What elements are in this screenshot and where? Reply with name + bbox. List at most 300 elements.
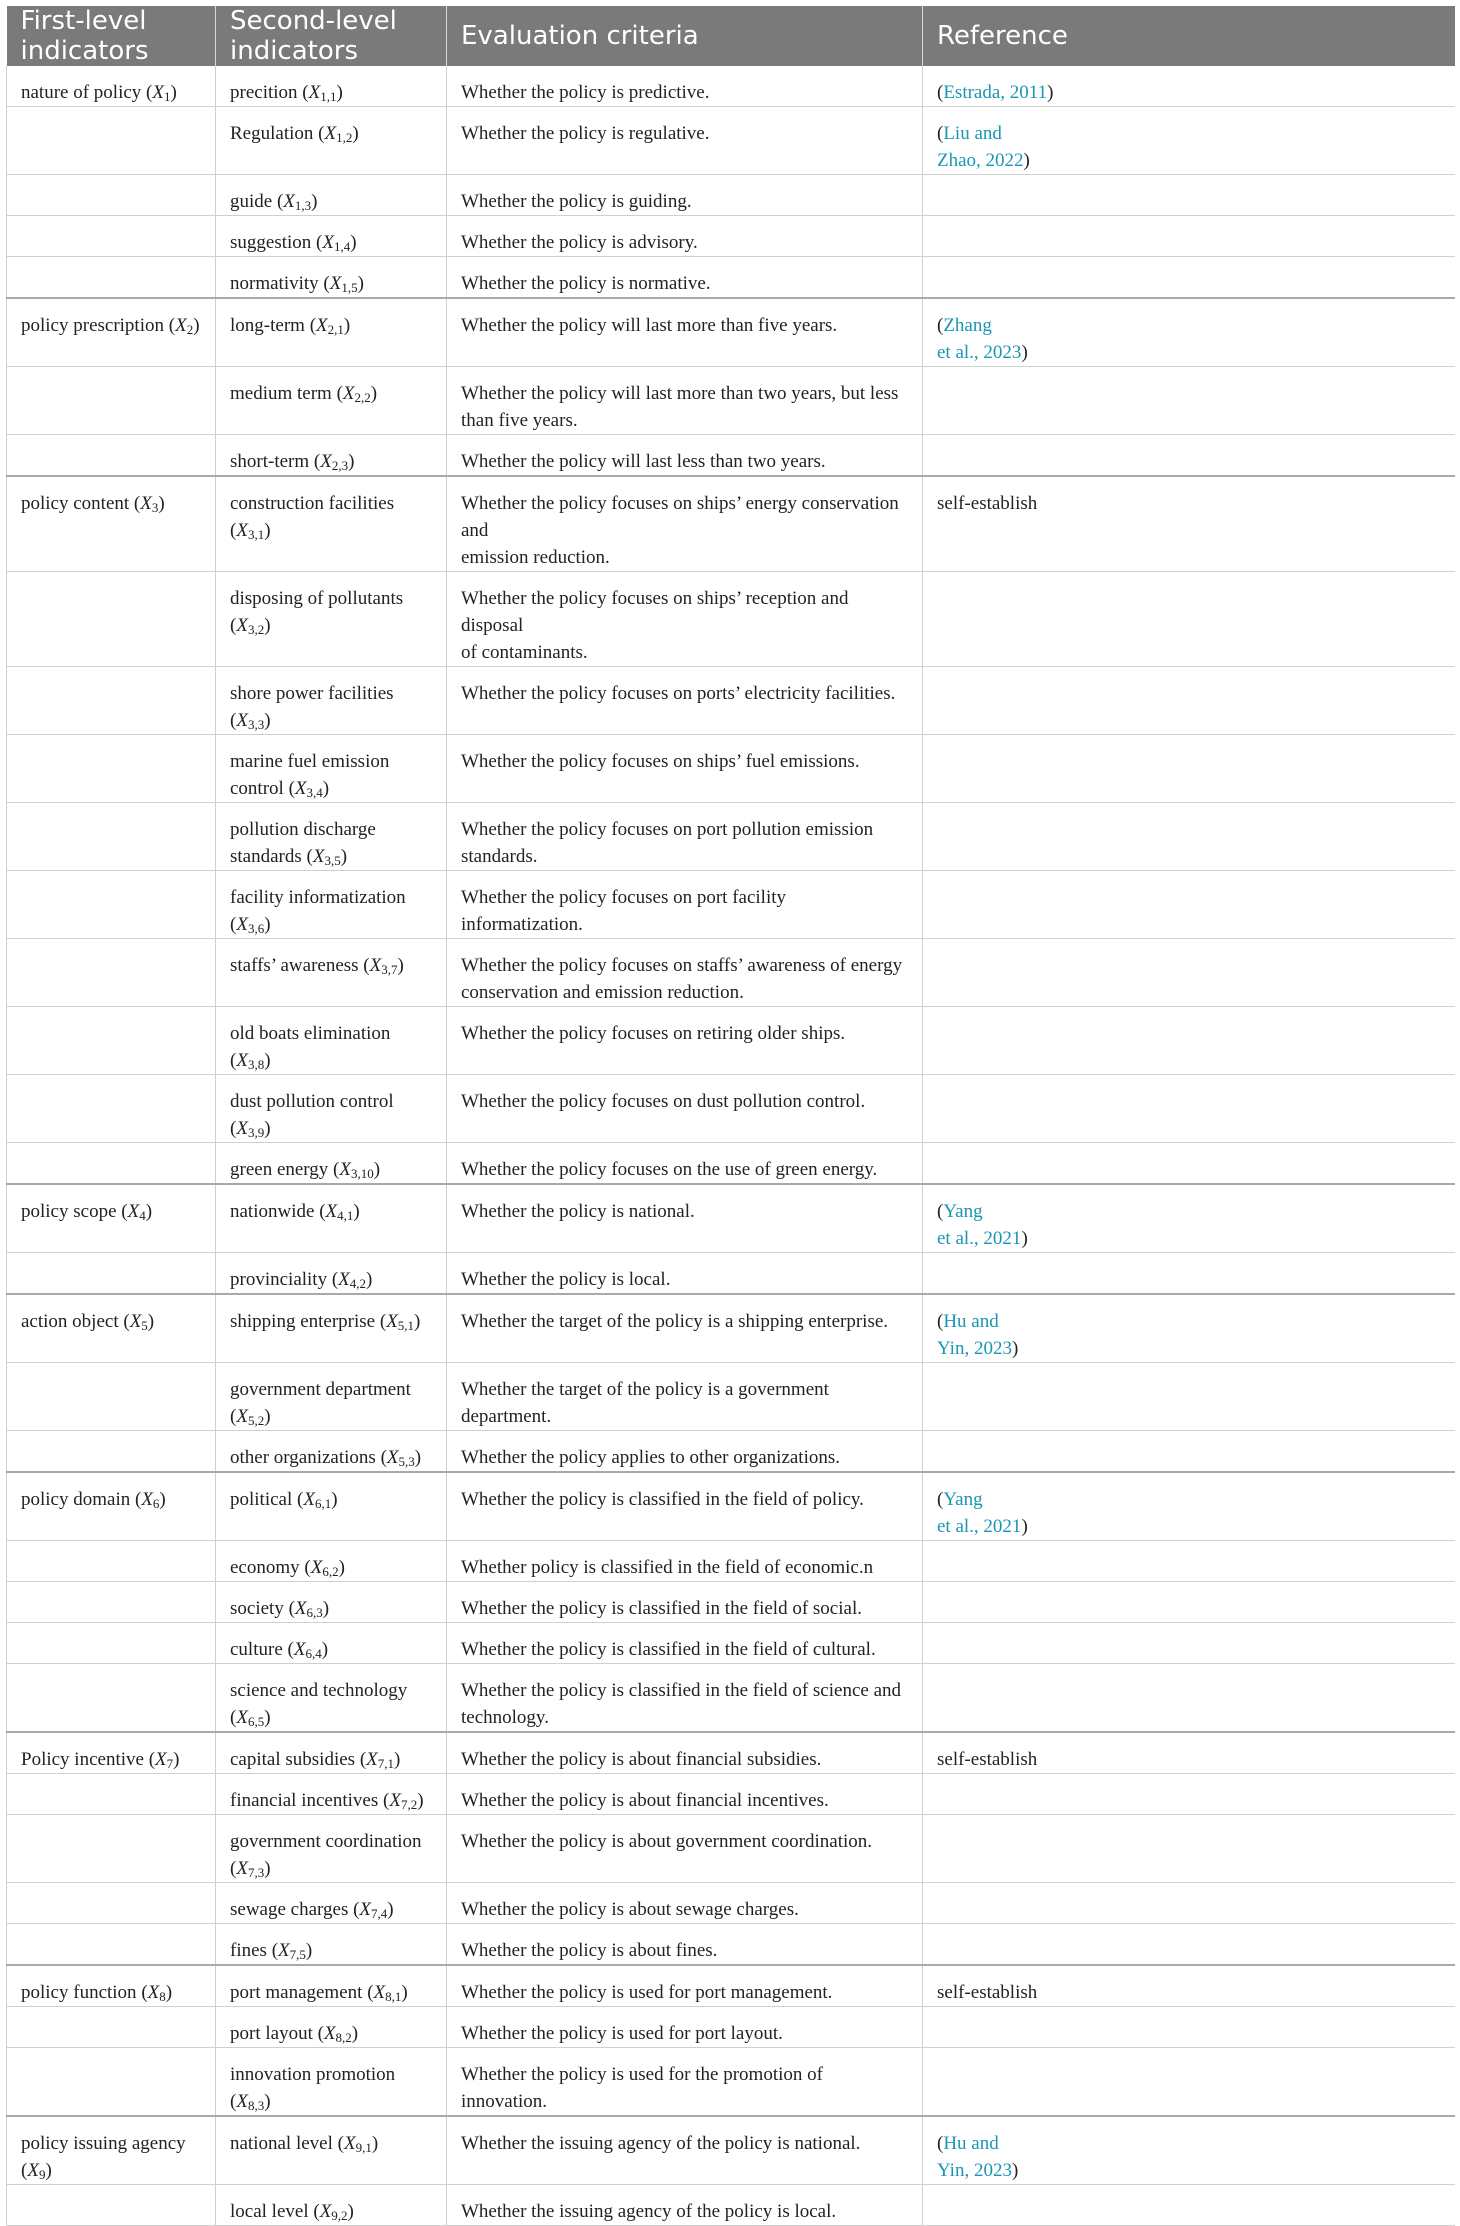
second-level-label: guide (230, 191, 273, 212)
cell-second-level: government department $(X_{5,2})$ (216, 1363, 447, 1431)
cell-reference (923, 1431, 1455, 1473)
cell-second-level: other organizations $(X_{5,3})$ (216, 1431, 447, 1473)
cell-second-level: science and technology $(X_{6,5})$ (216, 1664, 447, 1733)
cell-evaluation-criteria (447, 1732, 923, 1774)
cell-reference (923, 1883, 1455, 1924)
second-level-label: economy (230, 1557, 300, 1578)
variable-symbol: $X_{6,5}$ (236, 1707, 265, 1729)
first-level-label: nature of policy (21, 82, 142, 103)
criteria-text: Whether the policy will last more than two years, but less than five years. (461, 383, 899, 431)
second-level-label: national level (230, 2133, 333, 2154)
cell-second-level: staffs’ awareness $(X_{3,7})$ (216, 939, 447, 1007)
variable-symbol: $X_{6,1}$ (303, 1489, 332, 1511)
cell-evaluation-criteria (447, 667, 923, 735)
second-level-label: old boats elimination (230, 1023, 391, 1044)
variable-subscript: 8,2 (335, 2030, 352, 2045)
cell-evaluation-criteria (447, 1294, 923, 1363)
cell-first-level: policy domain $(X_6)$ (7, 1472, 216, 1541)
citation: (Liu and Zhao, 2022) (937, 123, 1030, 171)
cell-first-level (7, 871, 216, 939)
variable-subscript: 3,10 (350, 1166, 374, 1181)
cell-reference (923, 1541, 1455, 1582)
variable-subscript: 5,1 (397, 1318, 415, 1333)
cell-reference (923, 1732, 1455, 1774)
criteria-text: Whether the issuing agency of the policy is local. (461, 2201, 837, 2222)
citation-link[interactable]: Hu and Yin, 2023 (937, 1311, 1012, 1359)
header-reference: Reference (923, 6, 1455, 66)
first-level-label: policy issuing agency (21, 2133, 186, 2154)
second-level-label: society (230, 1598, 284, 1619)
criteria-text: Whether the issuing agency of the policy is national. (461, 2133, 861, 2154)
criteria-text: Whether the policy is used for port management. (461, 1982, 833, 2003)
table-row (7, 1774, 1455, 1815)
cell-second-level: port layout $(X_{8,2})$ (216, 2007, 447, 2048)
variable-symbol: $X_3$ (140, 493, 159, 515)
citation: (Zhang et al., 2023) (937, 315, 1028, 363)
criteria-text: Whether the policy will last more than five years. (461, 315, 838, 336)
cell-reference (923, 1623, 1455, 1664)
criteria-text: Whether the policy focuses on ships’ energy conservation and emission reduction. (461, 493, 899, 568)
cell-first-level (7, 1664, 216, 1733)
second-level-label: facility informatization (230, 887, 406, 908)
cell-second-level: dust pollution control $(X_{3,9})$ (216, 1075, 447, 1143)
cell-first-level: action object $(X_5)$ (7, 1294, 216, 1363)
criteria-text: Whether policy is classified in the field of economic.n (461, 1557, 874, 1578)
cell-reference (923, 435, 1455, 477)
cell-reference (923, 476, 1455, 572)
second-level-label: financial incentives (230, 1790, 379, 1811)
cell-first-level (7, 939, 216, 1007)
second-level-label: other organizations (230, 1447, 376, 1468)
table-row (7, 667, 1455, 735)
second-level-label: political (230, 1489, 293, 1510)
cell-first-level: Policy incentive $(X_7)$ (7, 1732, 216, 1774)
variable-subscript: 4,2 (349, 1276, 367, 1291)
first-level-label: policy function (21, 1982, 137, 2003)
cell-first-level (7, 1541, 216, 1582)
second-level-label: fines (230, 1940, 267, 1961)
cell-evaluation-criteria (447, 2007, 923, 2048)
second-level-label: green energy (230, 1159, 329, 1180)
header-second-level: Second-level indicators (216, 6, 447, 66)
variable-symbol: $X_{5,2}$ (236, 1406, 265, 1428)
cell-evaluation-criteria (447, 107, 923, 175)
variable-symbol: $X_{8,2}$ (323, 2023, 352, 2045)
cell-evaluation-criteria (447, 1774, 923, 1815)
second-level-label: local level (230, 2201, 309, 2222)
cell-evaluation-criteria (447, 1623, 923, 1664)
variable-symbol: $X_4$ (127, 1201, 146, 1223)
variable-symbol: $X_{1,4}$ (322, 232, 351, 254)
table-row (7, 476, 1455, 572)
cell-reference (923, 1815, 1455, 1883)
variable-subscript: 6,4 (305, 1646, 322, 1661)
cell-evaluation-criteria (447, 1582, 923, 1623)
criteria-text: Whether the policy is about financial incentives. (461, 1790, 829, 1811)
table-row (7, 1184, 1455, 1253)
criteria-text: Whether the policy is about fines. (461, 1940, 718, 1961)
variable-subscript: 1,5 (341, 280, 358, 295)
criteria-text: Whether the policy focuses on dust pollution control. (461, 1091, 866, 1112)
cell-reference (923, 175, 1455, 216)
criteria-text: Whether the target of the policy is a shipping enterprise. (461, 1311, 889, 1332)
criteria-text: Whether the policy focuses on ships’ fuel emissions. (461, 751, 860, 772)
cell-reference (923, 1472, 1455, 1541)
table-row (7, 66, 1455, 107)
cell-second-level: marine fuel emission control $(X_{3,4})$ (216, 735, 447, 803)
cell-evaluation-criteria (447, 1883, 923, 1924)
cell-first-level (7, 1143, 216, 1185)
variable-symbol: $X_{3,10}$ (339, 1159, 374, 1181)
variable-symbol: $X_{6,2}$ (310, 1557, 339, 1579)
table-row (7, 1664, 1455, 1733)
cell-reference (923, 2007, 1455, 2048)
cell-first-level (7, 1075, 216, 1143)
cell-first-level (7, 2007, 216, 2048)
table-row (7, 1143, 1455, 1185)
variable-subscript: 7,2 (400, 1797, 418, 1812)
citation-link[interactable]: Estrada, 2011 (943, 82, 1048, 103)
variable-subscript: 9,1 (355, 2140, 372, 2155)
table-row (7, 298, 1455, 367)
citation-link[interactable]: Hu and Yin, 2023 (937, 2133, 1012, 2181)
variable-symbol: $X_{4,2}$ (338, 1269, 367, 1291)
cell-evaluation-criteria (447, 298, 923, 367)
variable-symbol: $X_{7,3}$ (236, 1858, 265, 1880)
variable-symbol: $X_{8,3}$ (236, 2091, 265, 2113)
cell-first-level: policy prescription $(X_2)$ (7, 298, 216, 367)
second-level-label: medium term (230, 383, 332, 404)
variable-symbol: $X_{3,5}$ (312, 846, 341, 868)
second-level-label: pollution discharge standards (230, 819, 376, 867)
variable-subscript: 5,2 (247, 1413, 265, 1428)
criteria-text: Whether the policy focuses on ships’ reception and disposal of contaminants. (461, 588, 849, 663)
variable-symbol: $X_{3,4}$ (294, 778, 323, 800)
variable-subscript: 8 (159, 1989, 166, 2004)
variable-subscript: 3,6 (247, 921, 265, 936)
second-level-label: sewage charges (230, 1899, 349, 1920)
table-row (7, 1294, 1455, 1363)
second-level-label: dust pollution control (230, 1091, 394, 1112)
cell-evaluation-criteria (447, 1363, 923, 1431)
criteria-text: Whether the policy focuses on ports’ electricity facilities. (461, 683, 896, 704)
cell-reference (923, 216, 1455, 257)
second-level-label: science and technology (230, 1680, 408, 1701)
citation-link[interactable]: Zhang et al., 2023 (937, 315, 1022, 363)
cell-evaluation-criteria (447, 435, 923, 477)
cell-second-level: pollution discharge standards $(X_{3,5})$ (216, 803, 447, 871)
variable-symbol: $X_{7,2}$ (389, 1790, 418, 1812)
variable-subscript: 1,4 (333, 239, 351, 254)
second-level-label: precition (230, 82, 298, 103)
table-row (7, 435, 1455, 477)
variable-symbol: $X_{3,7}$ (369, 955, 398, 977)
cell-reference (923, 871, 1455, 939)
variable-subscript: 3,5 (324, 853, 341, 868)
second-level-label: suggestion (230, 232, 312, 253)
cell-first-level (7, 2185, 216, 2226)
cell-first-level (7, 1815, 216, 1883)
criteria-text: Whether the policy focuses on port pollution emission standards. (461, 819, 874, 867)
table-row (7, 1007, 1455, 1075)
table-body (7, 66, 1455, 2226)
cell-second-level: local level $(X_{9,2})$ (216, 2185, 447, 2226)
variable-subscript: 7,1 (377, 1756, 394, 1771)
citation-link[interactable]: Liu and Zhao, 2022 (937, 123, 1024, 171)
variable-symbol: $X_2$ (175, 315, 194, 337)
cell-reference (923, 107, 1455, 175)
variable-subscript: 7,3 (247, 1865, 265, 1880)
variable-subscript: 1,1 (320, 89, 337, 104)
cell-second-level: national level $(X_{9,1})$ (216, 2116, 447, 2185)
cell-evaluation-criteria (447, 1143, 923, 1185)
variable-symbol: $X_{2,1}$ (316, 315, 344, 337)
cell-first-level (7, 1623, 216, 1664)
citation: (Estrada, 2011) (937, 82, 1054, 103)
variable-symbol: $X_{4,1}$ (325, 1201, 354, 1223)
second-level-label: provinciality (230, 1269, 328, 1290)
variable-subscript: 6,2 (322, 1564, 339, 1579)
criteria-text: Whether the policy is used for port layout. (461, 2023, 783, 2044)
table-row (7, 871, 1455, 939)
variable-symbol: $X_{6,3}$ (294, 1598, 323, 1620)
cell-reference (923, 1253, 1455, 1295)
cell-evaluation-criteria (447, 2116, 923, 2185)
cell-first-level (7, 1007, 216, 1075)
cell-evaluation-criteria (447, 1965, 923, 2007)
criteria-text: Whether the policy focuses on retiring older ships. (461, 1023, 846, 1044)
second-level-label: capital subsidies (230, 1749, 356, 1770)
cell-evaluation-criteria (447, 175, 923, 216)
table-row (7, 2007, 1455, 2048)
table-row (7, 1363, 1455, 1431)
table-row (7, 939, 1455, 1007)
cell-second-level: construction facilities $(X_{3,1})$ (216, 476, 447, 572)
criteria-text: Whether the policy focuses on port facility informatization. (461, 887, 787, 935)
cell-reference (923, 1774, 1455, 1815)
cell-evaluation-criteria (447, 1472, 923, 1541)
criteria-text: Whether the target of the policy is a government department. (461, 1379, 829, 1427)
cell-second-level: suggestion $(X_{1,4})$ (216, 216, 447, 257)
citation: (Hu and Yin, 2023) (937, 1311, 1019, 1359)
criteria-text: Whether the policy is normative. (461, 273, 711, 294)
variable-symbol: $X_{1,5}$ (329, 273, 358, 295)
second-level-label: government coordination (230, 1831, 422, 1852)
table-row (7, 1253, 1455, 1295)
table-row (7, 2116, 1455, 2185)
cell-first-level (7, 667, 216, 735)
cell-evaluation-criteria (447, 2185, 923, 2226)
cell-reference (923, 1664, 1455, 1733)
criteria-text: Whether the policy is classified in the field of science and technology. (461, 1680, 902, 1728)
variable-subscript: 3,1 (247, 527, 265, 542)
variable-subscript: 1,2 (336, 130, 353, 145)
criteria-text: Whether the policy is classified in the field of cultural. (461, 1639, 876, 1660)
cell-first-level (7, 735, 216, 803)
cell-first-level (7, 1774, 216, 1815)
cell-reference (923, 298, 1455, 367)
criteria-text: Whether the policy is national. (461, 1201, 695, 1222)
cell-evaluation-criteria (447, 1431, 923, 1473)
table-row (7, 1924, 1455, 1966)
cell-evaluation-criteria (447, 2048, 923, 2117)
cell-second-level: disposing of pollutants $(X_{3,2})$ (216, 572, 447, 667)
first-level-label: policy scope (21, 1201, 117, 1222)
cell-evaluation-criteria (447, 216, 923, 257)
cell-reference (923, 1075, 1455, 1143)
cell-second-level: sewage charges $(X_{7,4})$ (216, 1883, 447, 1924)
table-row (7, 1582, 1455, 1623)
header-evaluation-criteria: Evaluation criteria (447, 6, 923, 66)
table-row (7, 803, 1455, 871)
cell-second-level: port management $(X_{8,1})$ (216, 1965, 447, 2007)
cell-second-level: nationwide $(X_{4,1})$ (216, 1184, 447, 1253)
cell-evaluation-criteria (447, 1075, 923, 1143)
cell-reference (923, 1582, 1455, 1623)
criteria-text: Whether the policy focuses on the use of green energy. (461, 1159, 878, 1180)
reference-text: self-establish (937, 1982, 1038, 2003)
criteria-text: Whether the policy is guiding. (461, 191, 692, 212)
table-row (7, 572, 1455, 667)
variable-subscript: 9 (38, 2167, 46, 2182)
variable-subscript: 6 (152, 1496, 160, 1511)
cell-second-level: old boats elimination $(X_{3,8})$ (216, 1007, 447, 1075)
criteria-text: Whether the policy applies to other organizations. (461, 1447, 841, 1468)
criteria-text: Whether the policy is classified in the field of social. (461, 1598, 862, 1619)
first-level-label: policy domain (21, 1489, 131, 1510)
cell-second-level: precition $(X_{1,1})$ (216, 66, 447, 107)
second-level-label: long-term (230, 315, 305, 336)
variable-symbol: $X_{7,4}$ (359, 1899, 388, 1921)
cell-reference (923, 803, 1455, 871)
table-row (7, 107, 1455, 175)
second-level-label: culture (230, 1639, 283, 1660)
first-level-label: policy prescription (21, 315, 164, 336)
cell-reference (923, 257, 1455, 299)
cell-evaluation-criteria (447, 803, 923, 871)
variable-symbol: $X_{3,8}$ (236, 1050, 265, 1072)
variable-subscript: 6,3 (306, 1605, 323, 1620)
second-level-label: construction facilities (230, 493, 395, 514)
variable-subscript: 2,1 (327, 322, 344, 337)
citation-link[interactable]: Yang et al., 2021 (937, 1489, 1022, 1537)
cell-first-level: policy function $(X_8)$ (7, 1965, 216, 2007)
variable-subscript: 3,3 (247, 717, 265, 732)
criteria-text: Whether the policy is about government coordination. (461, 1831, 873, 1852)
variable-symbol: $X_{5,1}$ (386, 1311, 415, 1333)
cell-second-level: normativity $(X_{1,5})$ (216, 257, 447, 299)
variable-symbol: $X_{1,1}$ (308, 82, 337, 104)
variable-symbol: $X_{7,1}$ (366, 1749, 394, 1771)
cell-reference (923, 2116, 1455, 2185)
cell-first-level: nature of policy $(X_1)$ (7, 66, 216, 107)
cell-second-level: innovation promotion $(X_{8,3})$ (216, 2048, 447, 2117)
cell-second-level: fines $(X_{7,5})$ (216, 1924, 447, 1966)
criteria-text: Whether the policy focuses on staffs’ awareness of energy conservation and emission reduction. (461, 955, 903, 1003)
cell-evaluation-criteria (447, 1815, 923, 1883)
header-first-level: First-level indicators (7, 6, 216, 66)
cell-first-level (7, 1883, 216, 1924)
variable-symbol: $X_{2,2}$ (342, 383, 371, 405)
cell-evaluation-criteria (447, 367, 923, 435)
criteria-text: Whether the policy is advisory. (461, 232, 698, 253)
criteria-text: Whether the policy is used for the promotion of innovation. (461, 2064, 823, 2112)
cell-second-level: economy $(X_{6,2})$ (216, 1541, 447, 1582)
citation: (Yang et al., 2021) (937, 1201, 1028, 1249)
cell-second-level: shipping enterprise $(X_{5,1})$ (216, 1294, 447, 1363)
reference-text: self-establish (937, 1749, 1038, 1770)
cell-first-level (7, 216, 216, 257)
cell-first-level: policy issuing agency $(X_9)$ (7, 2116, 216, 2185)
variable-symbol: $X_{6,4}$ (293, 1639, 322, 1661)
cell-first-level (7, 107, 216, 175)
second-level-label: nationwide (230, 1201, 315, 1222)
cell-reference (923, 735, 1455, 803)
variable-symbol: $X_{3,2}$ (236, 615, 265, 637)
variable-subscript: 2,2 (354, 390, 371, 405)
second-level-label: short-term (230, 451, 310, 472)
first-level-label: action object (21, 1311, 119, 1332)
variable-symbol: $X_{1,3}$ (283, 191, 312, 213)
cell-first-level: policy content $(X_3)$ (7, 476, 216, 572)
table-row (7, 257, 1455, 299)
variable-symbol: $X_8$ (147, 1982, 166, 2004)
cell-first-level (7, 1924, 216, 1966)
cell-first-level (7, 175, 216, 216)
second-level-label: shore power facilities (230, 683, 394, 704)
cell-second-level: medium term $(X_{2,2})$ (216, 367, 447, 435)
cell-evaluation-criteria (447, 1924, 923, 1966)
criteria-text: Whether the policy is local. (461, 1269, 671, 1290)
table-row (7, 1075, 1455, 1143)
criteria-text: Whether the policy is regulative. (461, 123, 710, 144)
cell-reference (923, 572, 1455, 667)
cell-reference (923, 1924, 1455, 1966)
citation-link[interactable]: Yang et al., 2021 (937, 1201, 1022, 1249)
cell-reference (923, 66, 1455, 107)
table-row (7, 367, 1455, 435)
cell-evaluation-criteria (447, 1664, 923, 1733)
cell-first-level (7, 1253, 216, 1295)
cell-evaluation-criteria (447, 1184, 923, 1253)
second-level-label: disposing of pollutants (230, 588, 404, 609)
cell-second-level: culture $(X_{6,4})$ (216, 1623, 447, 1664)
table-row (7, 1883, 1455, 1924)
table-row (7, 1541, 1455, 1582)
cell-first-level (7, 435, 216, 477)
cell-reference (923, 1007, 1455, 1075)
cell-first-level (7, 1431, 216, 1473)
variable-symbol: $X_{7,5}$ (278, 1940, 306, 1962)
cell-reference (923, 2185, 1455, 2226)
second-level-label: port layout (230, 2023, 313, 2044)
citation: (Hu and Yin, 2023) (937, 2133, 1019, 2181)
cell-evaluation-criteria (447, 735, 923, 803)
cell-evaluation-criteria (447, 871, 923, 939)
variable-subscript: 2,3 (331, 458, 349, 473)
second-level-label: government department (230, 1379, 411, 1400)
cell-second-level: short-term $(X_{2,3})$ (216, 435, 447, 477)
cell-evaluation-criteria (447, 939, 923, 1007)
cell-first-level (7, 1363, 216, 1431)
variable-subscript: 3,9 (247, 1125, 265, 1140)
variable-symbol: $X_{3,1}$ (236, 520, 265, 542)
cell-reference (923, 1363, 1455, 1431)
table-row (7, 735, 1455, 803)
criteria-text: Whether the policy is about sewage charges. (461, 1899, 799, 1920)
cell-first-level (7, 1582, 216, 1623)
cell-evaluation-criteria (447, 1007, 923, 1075)
